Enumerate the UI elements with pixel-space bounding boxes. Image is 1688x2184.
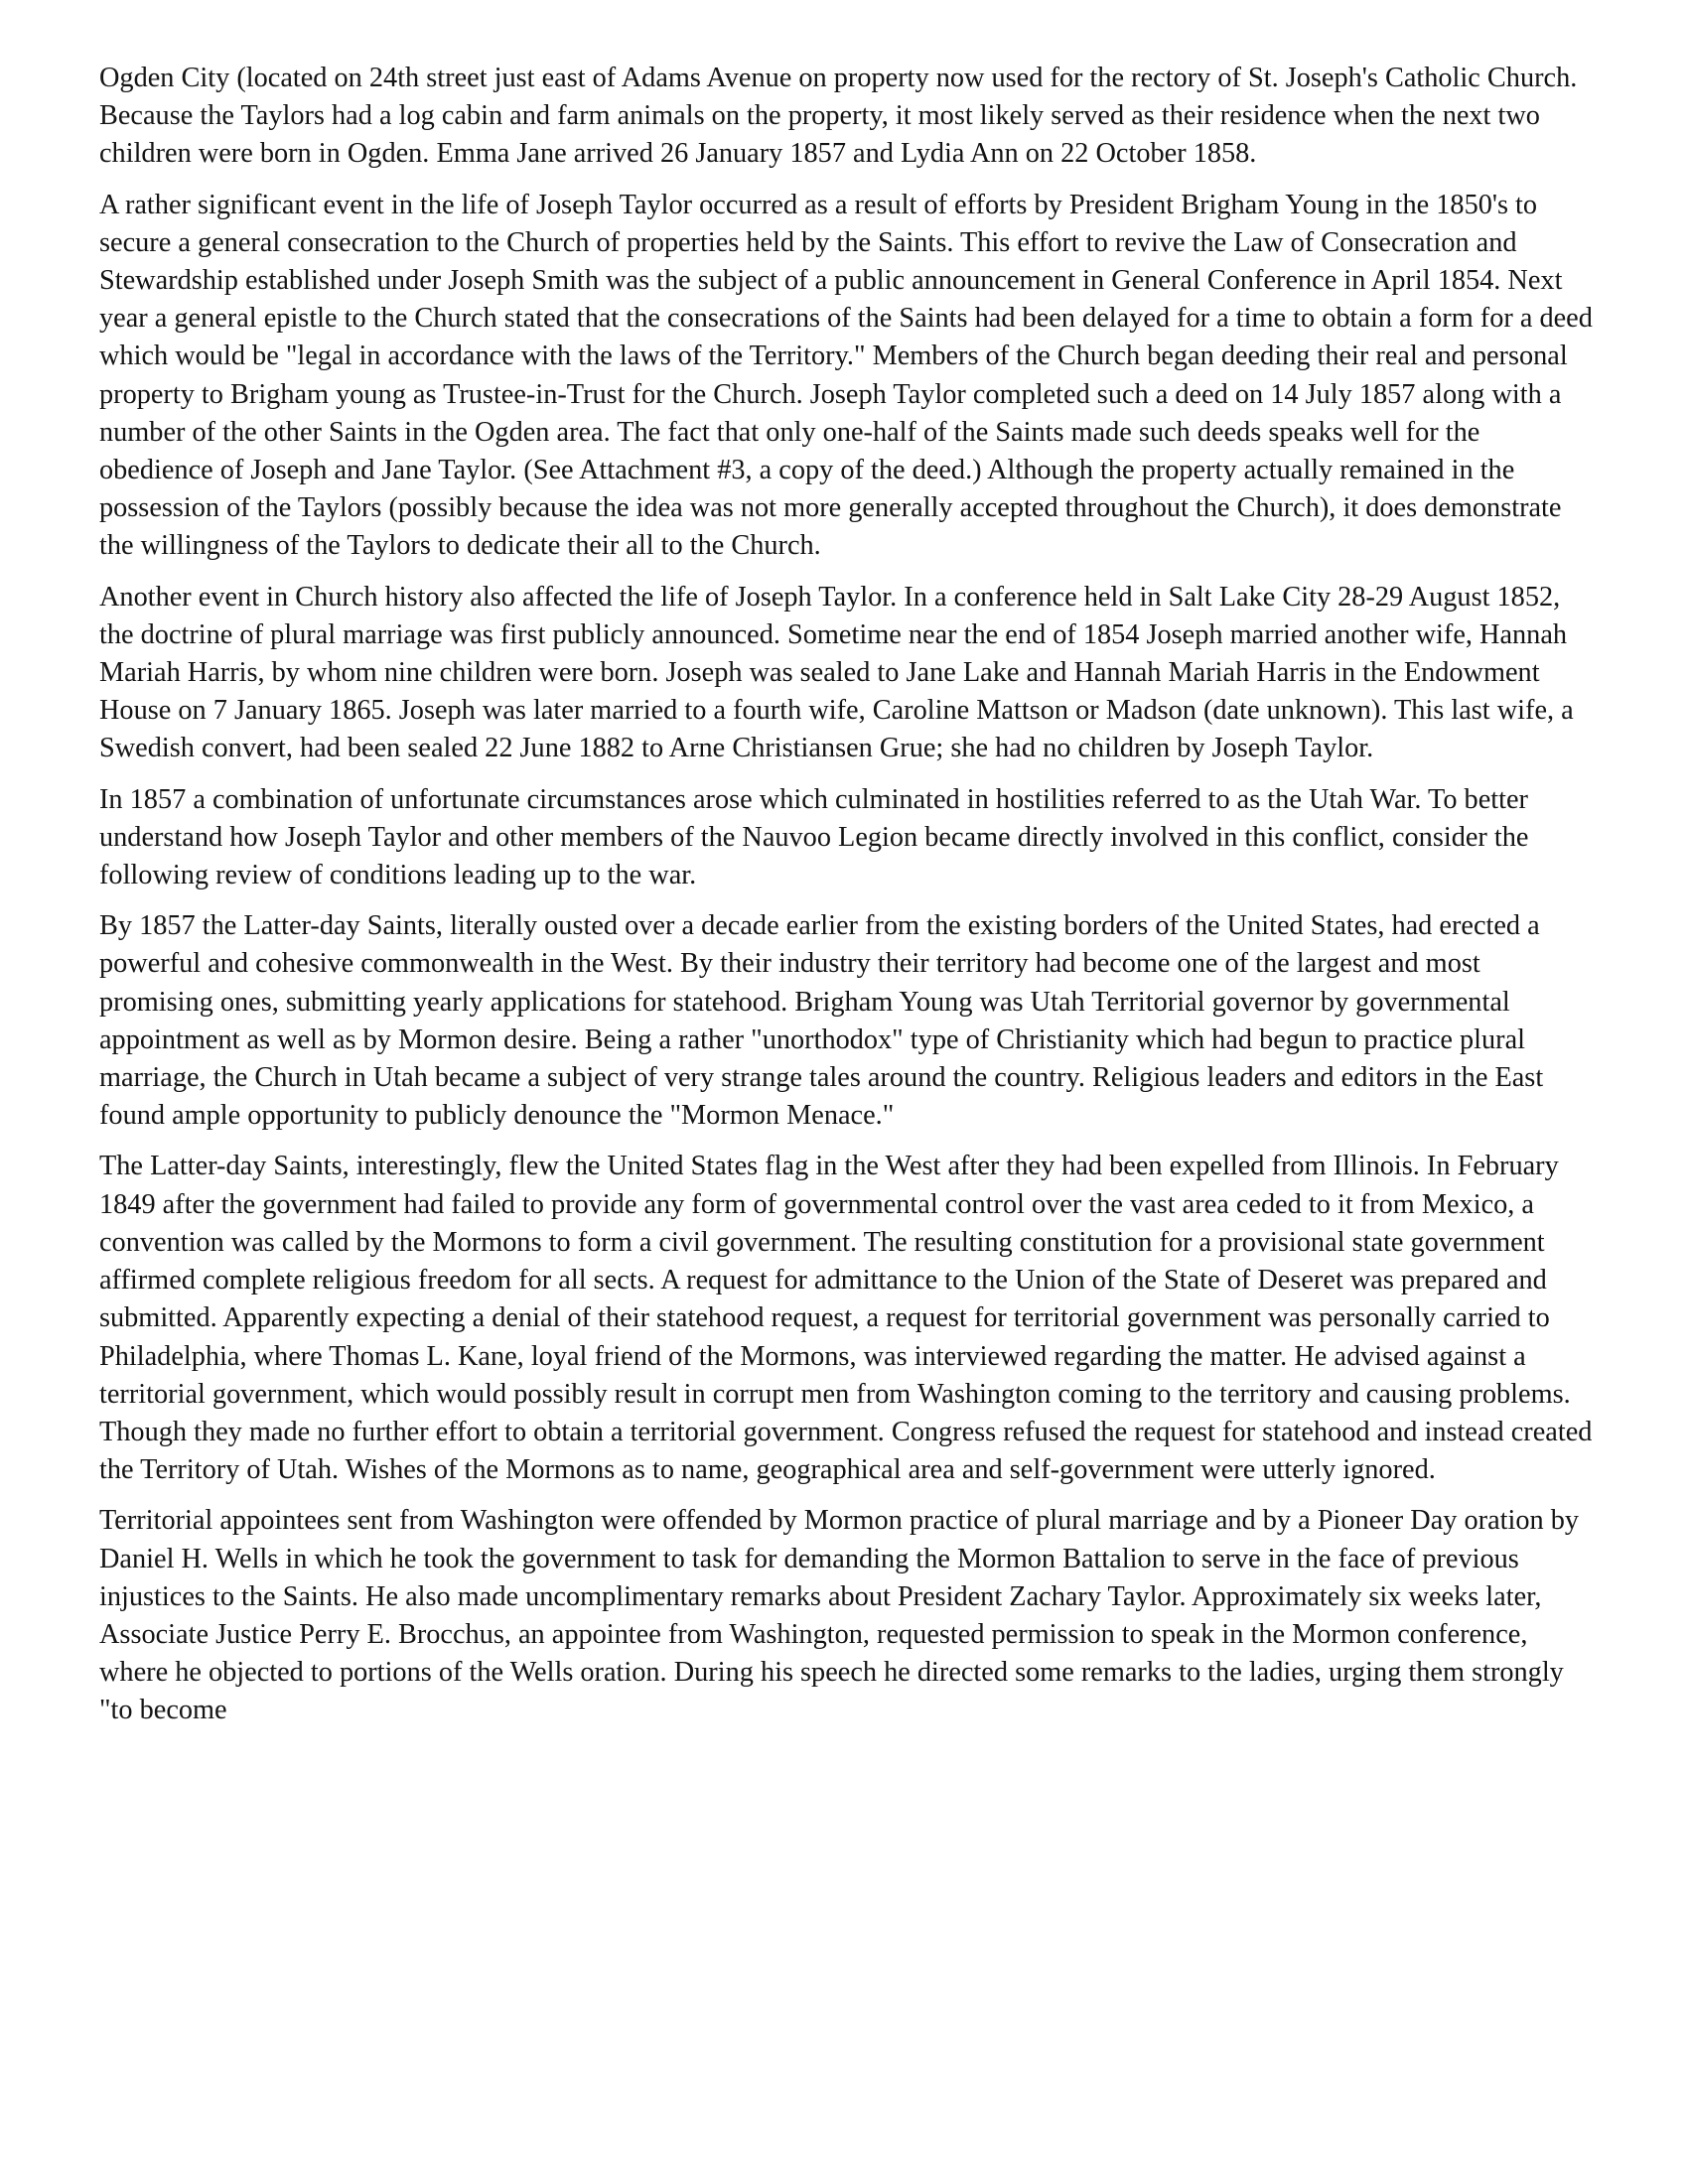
document-body	[99, 60, 1599, 1743]
paragraph-utah-war-intro: In 1857 a combination of unfortunate circumstances arose which culminated in hostilities referred to as the Utah War. To better understand how Joseph Taylor and other members of the Nauvoo Legion became directly involved in this conflict, consider the following review of conditions leading up to the war.	[99, 783, 1529, 891]
paragraph-territory-of-utah: The Latter-day Saints, interestingly, flew the United States flag in the West after they had been expelled from Illinois. In February 1849 after the government had failed to provide any form of governmental control over the vast area ceded to it from Mexico, a convention was called by the Mormons to form a civil government. The resulting constitution for a provisional state government affirmed complete religious freedom for all sects. A request for admittance to the Union of the State of Deseret was prepared and submitted. Apparently expecting a denial of their statehood request, a request for territorial government was personally carried to Philadelphia, where Thomas L. Kane, loyal friend of the Mormons, was interviewed regarding the matter. He advised against a territorial government, which would possibly result in corrupt men from Washington coming to the territory and causing problems. Though they made no further effort to obtain a territorial government. Congress refused the request for statehood and instead created the Territory of Utah. Wishes of the Mormons as to name, geographical area and self-government were utterly ignored.	[99, 1151, 1593, 1486]
paragraph-consecration: A rather significant event in the life of Joseph Taylor occurred as a result of efforts by President Brigham Young in the 1850's to secure a general consecration to the Church of properties held by the Saints. This effort to revive the Law of Consecration and Stewardship established under Joseph Smith was the subject of a public announcement in General Conference in April 1854. Next year a general epistle to the Church stated that the consecrations of the Saints had been delayed for a time to obtain a form for a deed which would be "legal in accordance with the laws of the Territory." Members of the Church began deeding their real and personal property to Brigham young as Trustee-in-Trust for the Church. Joseph Taylor completed such a deed on 14 July 1857 along with a number of the other Saints in the Ogden area. The fact that only one-half of the Saints made such deeds speaks well for the obedience of Joseph and Jane Taylor. (See Attachment #3, a copy of the deed.) Although the property actually remained in the possession of the Taylors (possibly because the idea was not more generally accepted throughout the Church), it does demonstrate the willingness of the Taylors to dedicate their all to the Church.	[99, 189, 1593, 562]
paragraph-territorial-appointees: Territorial appointees sent from Washington were offended by Mormon practice of plural marriage and by a Pioneer Day oration by Daniel H. Wells in which he took the government to task for demanding the Mormon Battalion to serve in the face of previous injustices to the Saints. He also made uncomplimentary remarks about President Zachary Taylor. Approximately six weeks later, Associate Justice Perry E. Brocchus, an appointee from Washington, requested permission to speak in the Mormon conference, where he objected to portions of the Wells oration. During his speech he directed some remarks to the ladies, urging them strongly "to become	[99, 1505, 1580, 1726]
paragraph-ogden-residence: Ogden City (located on 24th street just east of Adams Avenue on property now used for the rectory of St. Joseph's Catholic Church. Because the Taylors had a log cabin and farm animals on the property, it most likely served as their residence when the next two children were born in Ogden. Emma Jane arrived 26 January 1857 and Lydia Ann on 22 October 1858.	[99, 63, 1578, 170]
paragraph-plural-marriage: Another event in Church history also affected the life of Joseph Taylor. In a conference held in Salt Lake City 28-29 August 1852, the doctrine of plural marriage was first publicly announced. Sometime near the end of 1854 Joseph married another wife, Hannah Mariah Harris, by whom nine children were born. Joseph was sealed to Jane Lake and Hannah Mariah Harris in the Endowment House on 7 January 1865. Joseph was later married to a fourth wife, Caroline Mattson or Madson (date unknown). This last wife, a Swedish convert, had been sealed 22 June 1882 to Arne Christiansen Grue; she had no children by Joseph Taylor.	[99, 581, 1574, 764]
paragraph-commonwealth: By 1857 the Latter-day Saints, literally ousted over a decade earlier from the existing borders of the United States, had erected a powerful and cohesive commonwealth in the West. By their industry their territory had become one of the largest and most promising ones, submitting yearly applications for statehood. Brigham Young was Utah Territorial governor by governmental appointment as well as by Mormon desire. Being a rather "unorthodox" type of Christianity which had begun to practice plural marriage, the Church in Utah became a subject of very strange tales around the country. Religious leaders and editors in the East found ample opportunity to publicly denounce the "Mormon Menace."	[99, 910, 1544, 1132]
